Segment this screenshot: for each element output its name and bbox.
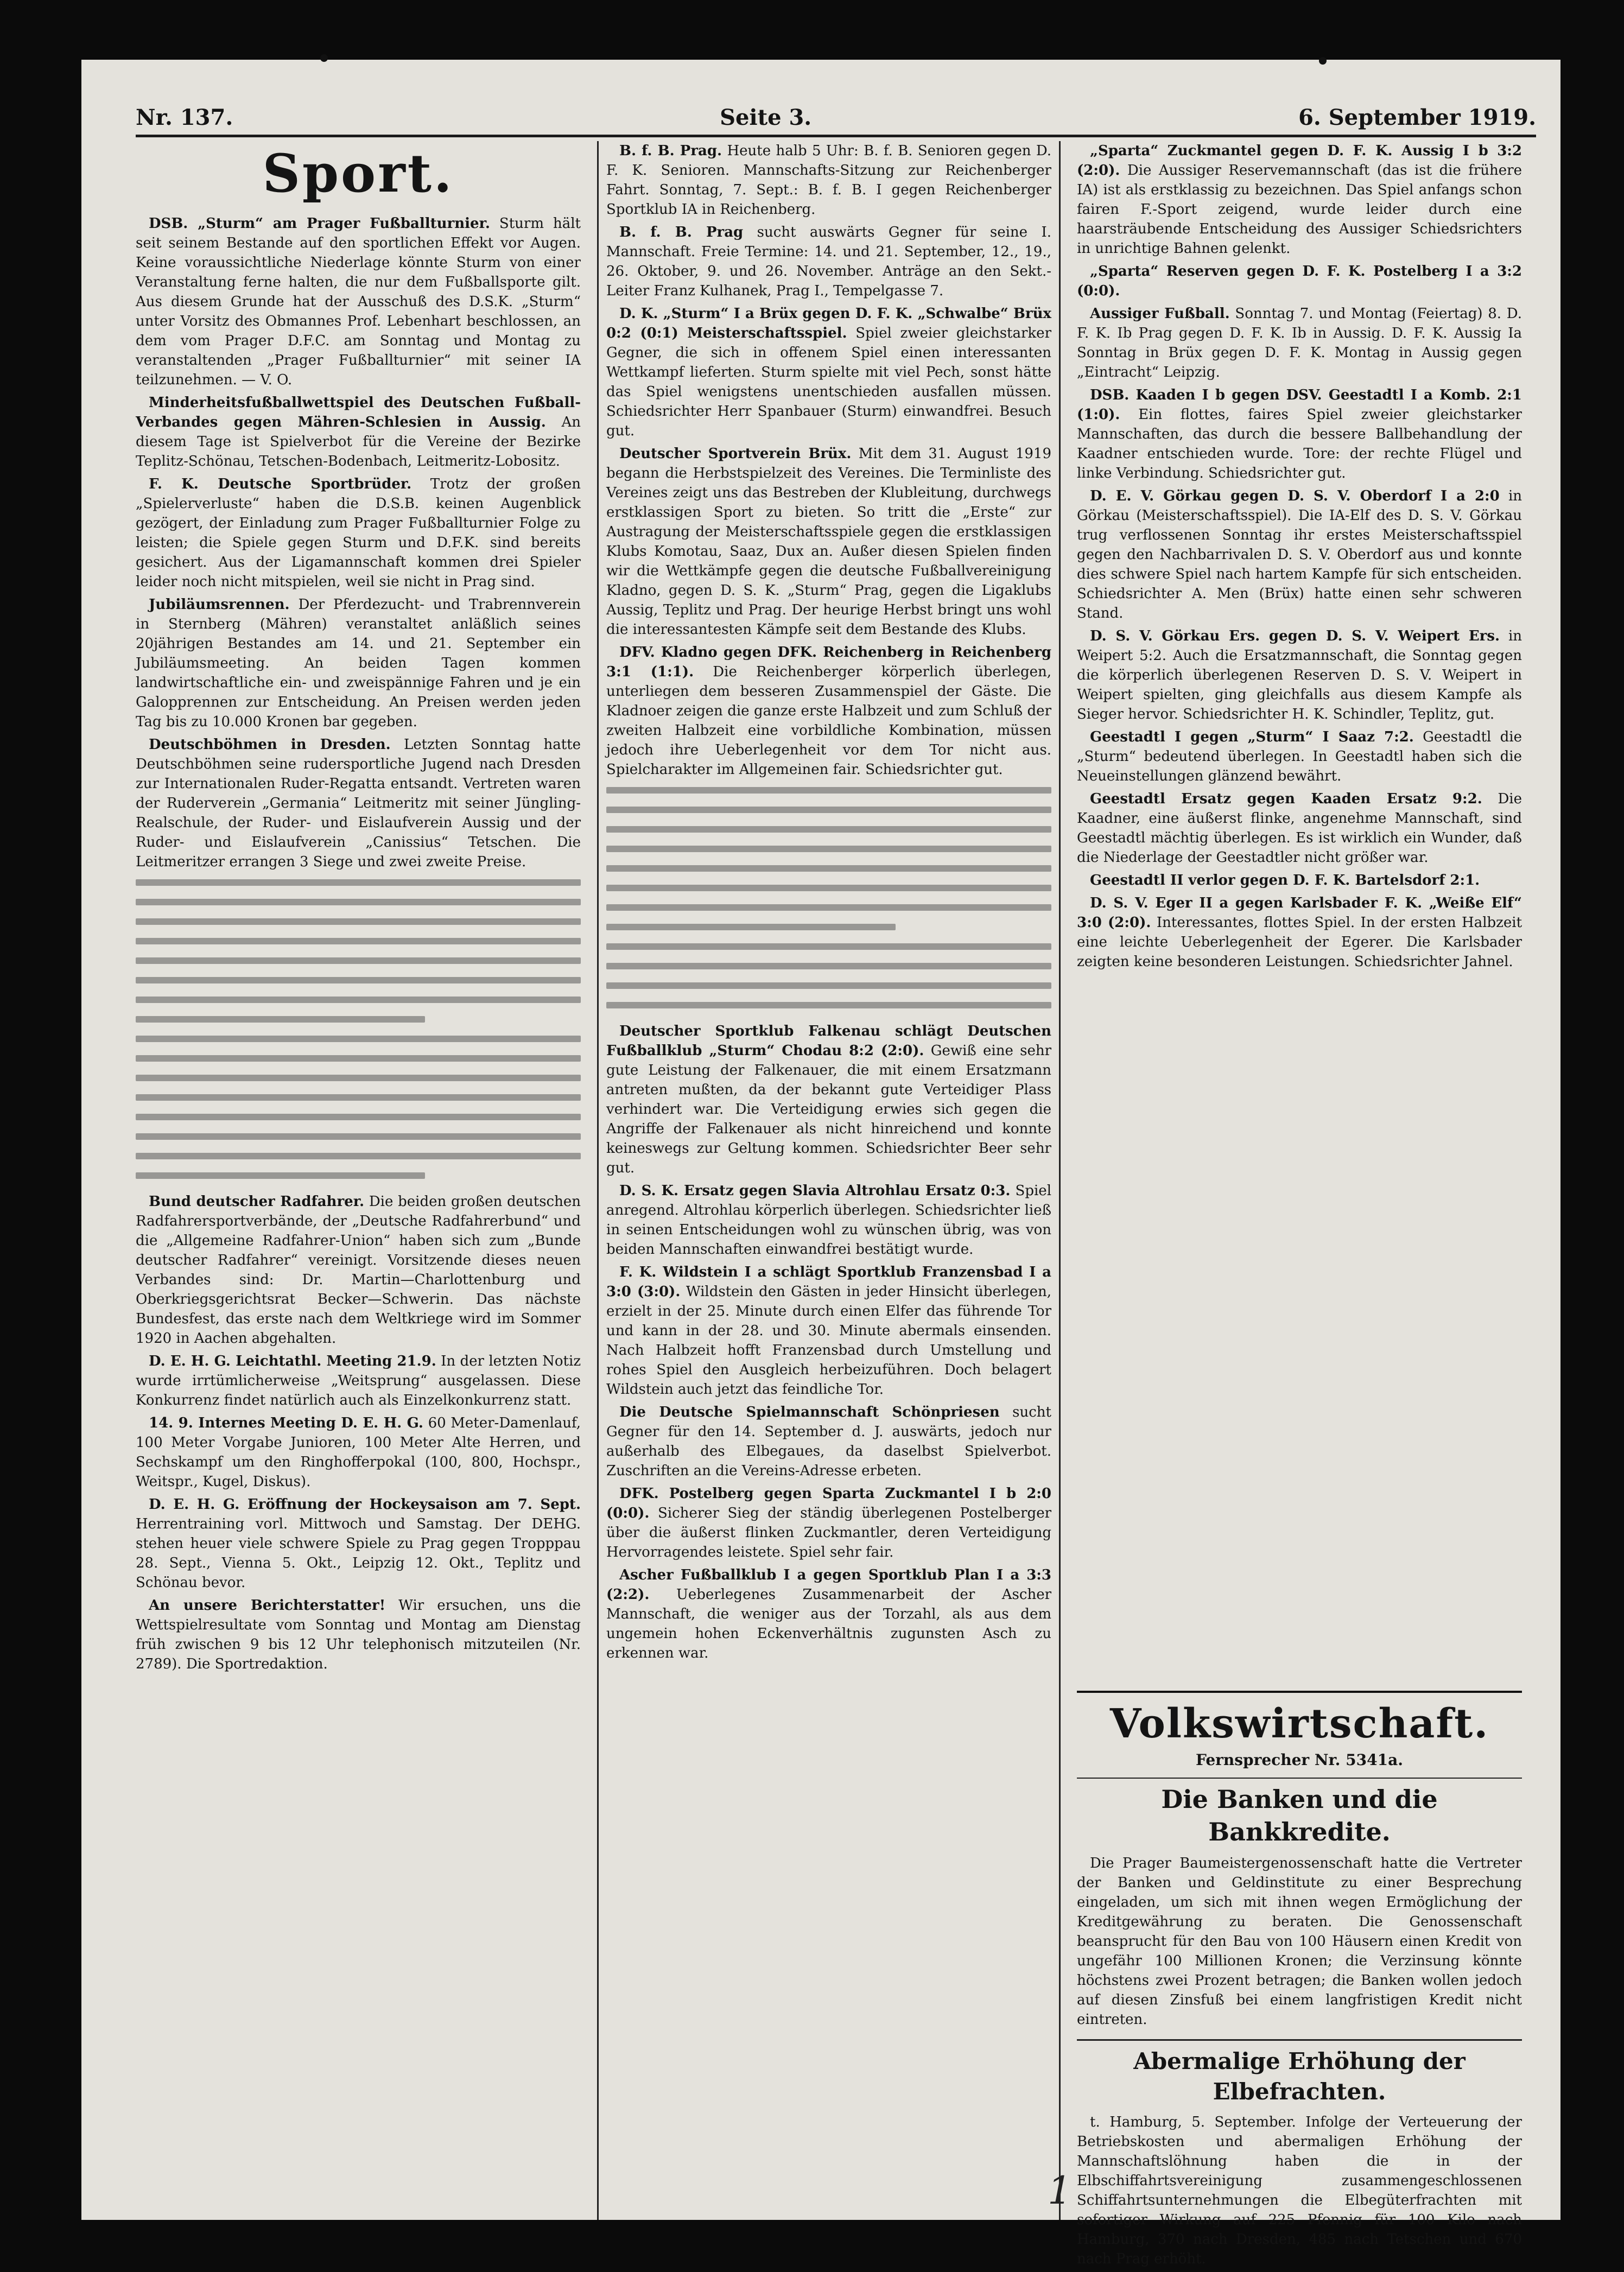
article-text: 60 Meter-Damenlauf, 100 Meter Vorgabe Junioren, 100 Meter Alte Herren, und Sechskampf um den Ringhofferpokal (100, 800, Hochspr., Weitspr., Kugel, Diskus). [136, 1415, 581, 1490]
article-text: Spiel zweier gleichstarker Gegner, die sich in offenem Spiel einen interessanten Wettkampf lieferten. Sturm spielte mit viel Pech, sonst hätte das Spiel wenigstens unentschieden ausfallen müssen. Schiedsrichter Herr Spanbauer (Sturm) einwandfrei. Besuch gut. [606, 325, 1051, 439]
text-lines-filler [136, 879, 581, 1179]
article [606, 223, 1051, 301]
article-text: sucht auswärts Gegner für seine I. Mannschaft. Freie Termine: 14. und 21. September, 12., 19., 26. Oktober, 9. und 26. November. Anträge an den Sekt.-Leiter Franz Kulhanek, Prag I., Tempelgasse 7. [606, 224, 1052, 299]
article-text: Herrentraining vorl. Mittwoch und Samstag. Der DEHG. stehen heuer viele schwere Spiele zu Prag gegen Tropppau 28. Sept., Vienna 5. Okt., Leipzig 12. Okt., Teplitz und Schönau bevor. [136, 1516, 581, 1591]
issue-date: 6. September 1919. [1298, 105, 1536, 130]
article [136, 595, 581, 732]
newspaper-page [81, 60, 1560, 2267]
article-text: in Görkau (Meisterschaftsspiel). Die IA-Elf des D. S. V. Görkau trug verflossenen Sonntag ihr erstes Meisterschaftsspiel gegen den Nachbarrivalen D. S. V. Oberdorf aus und konnte dies schwere Spiel nach hartem Kampfe für sich entscheiden. Schiedsrichter A. Men (Brüx) hatte einen sehr schweren Stand. [1077, 488, 1522, 621]
article-text: Die beiden großen deutschen Radfahrersportverbände, der „Deutsche Radfahrerbund“ und die „Allgemeine Radfahrer-Union“ haben sich zum „Bunde deutscher Radfahrer“ vereinigt. Vorsitzende dieses neuen Verbandes sind: Dr. Martin—Charlottenburg und Oberkriegsgerichtsrat Becker—Schwerin. Das nächste Bundesfest, das erste nach dem Weltkriege wird im Sommer 1920 in Aachen abgehalten. [136, 1194, 581, 1347]
article-text: Ueberlegenes Zusammenarbeit der Ascher Mannschaft, die weniger aus der Torzahl, als aus dem ungemein hohen Eckenverhältnis zugunsten Asch zu erkennen war. [606, 1586, 1052, 1661]
article-lead: 14. 9. Internes Meeting D. E. H. G. [149, 1415, 423, 1431]
article-text: Wildstein den Gästen in jeder Hinsicht überlegen, erzielt in der 25. Minute durch einen Elfer das führende Tor und kann in der 28. und 30. Minute abermals einsenden. Nach Halbzeit hofft Franzensbad durch Umstellung und rohes Spiel den Ausgleich herbeizuführen. Doch belagert Wildstein auch jetzt das feindliche Tor. [606, 1284, 1052, 1398]
section-title-economy: Volkswirtschaft. [1109, 1700, 1489, 1747]
article-text: Sicherer Sieg der ständig überlegenen Postelberger über die äußerst flinken Zuckmantler, deren Verteidigung Hervorragendes leistete. Spiel sehr fair. [606, 1505, 1052, 1560]
article-text: Heute halb 5 Uhr: B. f. B. Senioren gegen D. F. K. Senioren. Mannschafts-Sitzung zur Reichenberger Fahrt. Sonntag, 7. Sept.: B. f. B. I gegen Reichenberger Sportklub IA in Reichenberg. [606, 143, 1052, 218]
article [606, 304, 1051, 441]
article [136, 735, 581, 872]
article-text: sucht Gegner für den 14. September d. J. auswärts, jedoch nur außerhalb des Elbegaues, da daselbst Spielverbot. Zuschriften an die Vereins-Adresse erbeten. [606, 1404, 1051, 1479]
column-container [136, 141, 1536, 2267]
article [136, 1596, 581, 1674]
article [606, 1484, 1051, 1562]
article [1077, 486, 1522, 623]
column-sport-2 [597, 141, 1061, 2220]
article-lead: D. K. „Sturm“ I a Brüx gegen D. F. K. „Schwalbe“ Brüx 0:2 (0:1) Meisterschaftsspiel. [606, 306, 1051, 341]
article-lead: D. S. V. Eger II a gegen Karlsbader F. K. „Weiße Elf“ 3:0 (2:0). [1077, 895, 1522, 931]
article [1077, 262, 1522, 301]
section-title-sport: Sport. [262, 143, 454, 204]
article [606, 141, 1051, 219]
article [606, 1021, 1051, 1178]
economy-article-freight: t. Hamburg, 5. September. Infolge der Verteuerung der Betriebskosten und abermaligen Erhöhung der Mannschaftslöhnung haben die in der Elbschiffahrtsvereinigung zusammengeschlossenen Schiffahrtsunternehmungen die Elbegüterfrachten mit sofortiger Wirkung auf 225 Pfennig für 100 Kilo nach Hamburg, 370 nach Dresden, 485 nach Tetschen und 670 nach Prag erhöht. [1077, 2114, 1522, 2267]
article-lead: D. S. V. Görkau Ers. gegen D. S. V. Weipert Ers. [1090, 628, 1500, 644]
article-lead: Deutschböhmen in Dresden. [149, 737, 391, 753]
column-sport-economy [1077, 141, 1522, 2267]
article-lead: Minderheitsfußballwettspiel des Deutschen Fußball-Verbandes gegen Mähren-Schlesien in Aussig. [136, 395, 581, 430]
handwritten-mark: 1 [1048, 2168, 1072, 2213]
column-sport [136, 141, 581, 2220]
article-lead: Die Deutsche Spielmannschaft Schönpriesen [619, 1404, 1000, 1420]
article [606, 1181, 1051, 1259]
article-text: Trotz der großen „Spielerverluste“ haben die D.S.B. keinen Augenblick gezögert, der Einladung zum Prager Fußballturnier Folge zu leisten; die Spiele gegen Sturm und D.F.K. sind bereits gesichert. Aus der Ligamannschaft kommen drei Spieler leider noch nicht mitspielen, weil sie nicht in Prag sind. [136, 476, 581, 590]
article-lead: D. E. V. Görkau gegen D. S. V. Oberdorf I a 2:0 [1090, 488, 1500, 504]
article [606, 1262, 1051, 1399]
article-lead: Bund deutscher Radfahrer. [149, 1194, 365, 1210]
article [136, 1351, 581, 1410]
article-text: in Weipert 5:2. Auch die Ersatzmannschaft, die Sonntag gegen die körperlich überlegenen Reserven D. S. V. Weipert in Weipert spielten, ging gleichfalls aus diesem Kampfe als Sieger hervor. Schiedsrichter H. K. Schindler, Teplitz, gut. [1077, 628, 1522, 722]
article-lead: Jubiläumsrennen. [149, 596, 290, 613]
article [1077, 727, 1522, 786]
article [136, 1192, 581, 1348]
article-lead: DFV. Kladno gegen DFK. Reichenberg in Reichenberg 3:1 (1:1). [606, 644, 1051, 680]
article [606, 643, 1051, 779]
article-lead: DSB. Kaaden I b gegen DSV. Geestadtl I a Komb. 2:1 (1:0). [1077, 387, 1522, 423]
article [136, 214, 581, 390]
article-text: Spiel anregend. Altrohlau körperlich überlegen. Schiedsrichter ließ in seinen Entscheidungen wohl zu wünschen übrig, was von beiden Mannschaften einwandfrei bestätigt wurde. [606, 1183, 1052, 1258]
article-text: Gewiß eine sehr gute Leistung der Falkenauer, die mit einem Ersatzmann antreten mußten, da der bekannt gute Verteidiger Plass verhindert war. Die Verteidigung erwies sich gegen die Angriffe der Falkenauer als nicht hinreichend und konnte keineswegs zur Geltung kommen. Schiedsrichter Beer sehr gut. [606, 1043, 1052, 1176]
article-lead: D. E. H. G. Eröffnung der Hockeysaison am 7. Sept. [149, 1496, 581, 1513]
article-text: In der letzten Notiz wurde irrtümlicherweise „Weitsprung“ ausgelassen. Diese Konkurrenz findet natürlich auch als Einzelkonkurrenz statt. [136, 1353, 581, 1408]
article-text: Wir ersuchen, uns die Wettspielresultate vom Sonntag und Montag am Dienstag früh zwischen 9 bis 12 Uhr telephonisch mitzuteilen (Nr. 2789). Die Sportredaktion. [136, 1597, 581, 1672]
text-lines-filler [606, 787, 1051, 1008]
article-lead: An unsere Berichterstatter! [149, 1597, 386, 1614]
article-text: Die Reichenberger körperlich überlegen, unterliegen dem besseren Zusammenspiel der Gäste. Die Kladnoer zeigen die ganze erste Halbzeit und zum Schluß der zweiten Halbzeit eine vorbildliche Kombination, müssen jedoch ihre Ueberlegenheit vor dem Tor nicht aus. Spielcharakter im Allgemeinen fair. Schiedsrichter gut. [606, 664, 1052, 778]
article [606, 1402, 1051, 1481]
issue-number: Nr. 137. [136, 105, 233, 130]
article-lead: B. f. B. Prag. [619, 143, 722, 159]
economy-section [1077, 1691, 1522, 2272]
article-text: Die Aussiger Reservemannschaft (das ist die frühere IA) ist als erstklassig zu bezeichnen. Das Spiel anfangs schon fairen F.-Sport zeigend, wurde leider durch eine haarsträubende Entscheidung des Aussiger Schiedsrichters in unrichtige Bahnen gelenkt. [1077, 162, 1522, 257]
article [136, 1413, 581, 1492]
article [1077, 304, 1522, 382]
article [136, 1495, 581, 1592]
article-lead: Deutscher Sportklub Falkenau schlägt Deutschen Fußballklub „Sturm“ Chodau 8:2 (2:0). [606, 1023, 1051, 1059]
article-lead: Geestadtl II verlor gegen D. F. K. Bartelsdorf 2:1. [1090, 872, 1480, 889]
article [606, 1565, 1051, 1663]
article-text: Interessantes, flottes Spiel. In der ersten Halbzeit eine leichte Ueberlegenheit der Egerer. Die Karlsbader zeigten keine besonderen Leistungen. Schiedsrichter Jahnel. [1077, 915, 1522, 970]
article [1077, 871, 1522, 890]
economy-headline-freight: Abermalige Erhöhung der Elbefrachten. [1077, 2039, 1522, 2107]
article [606, 444, 1051, 639]
article-text: Mit dem 31. August 1919 begann die Herbstspielzeit des Vereines. Die Terminliste des Vereines zeigt uns das Bestreben der Klubleitung, durchwegs erstklassigen Sport zu bieten. So tritt die „Erste“ zur Austragung der Meisterschaftsspiele gegen die erstklassigen Klubs Komotau, Saaz, Dux an. Außer diesen Spielen finden wir die Wettkämpfe gegen die deutsche Fußballvereinigung Kladno, gegen D. S. K. „Sturm“ Prag, gegen die Ligaklubs Aussig, Teplitz und Prag. Der heurige Herbst bringt uns wohl die interessantesten Kämpfe seit dem Bestande des Klubs. [606, 446, 1051, 638]
article-lead: „Sparta“ Zuckmantel gegen D. F. K. Aussig I b 3:2 (2:0). [1077, 143, 1522, 179]
article-lead: Ascher Fußballklub I a gegen Sportklub Plan I a 3:3 (2:2). [606, 1567, 1051, 1603]
article-lead: Geestadtl Ersatz gegen Kaaden Ersatz 9:2. [1090, 791, 1482, 807]
article-lead: B. f. B. Prag [619, 224, 744, 240]
economy-article-banks: Die Prager Baumeistergenossenschaft hatte die Vertreter der Banken und Geldinstitute zu einer Besprechung eingeladen, um sich mit ihnen wegen Ermöglichung der Kreditgewährung zu beraten. Die Genossenschaft beansprucht für den Bau von 100 Häusern einen Kredit von ungefähr 100 Millionen Kronen; die Verzinsung könnte höchstens zwei Prozent betragen; die Banken wollen jedoch auf diesen Zinsfuß bei einem langfristigen Kredit nicht eintreten. [1077, 1855, 1522, 2028]
article-text: Ein flottes, faires Spiel zweier gleichstarker Mannschaften, das durch die bessere Ballbehandlung der Kaadner entschieden wurde. Tore: der rechte Flügel und linke Verbindung. Schiedsrichter gut. [1077, 407, 1522, 481]
article-lead: „Sparta“ Reserven gegen D. F. K. Postelberg I a 3:2 (0:0). [1077, 263, 1522, 299]
page-header [136, 92, 1536, 137]
article-lead: D. S. K. Ersatz gegen Slavia Altrohlau Ersatz 0:3. [619, 1183, 1011, 1199]
article [1077, 385, 1522, 483]
article-lead: Aussiger Fußball. [1090, 306, 1230, 322]
article-text: Geestadtl die „Sturm“ bedeutend überlegen. In Geestadtl haben sich die Neueinstellungen glänzend bewährt. [1077, 729, 1522, 784]
punch-hole-mark [1319, 57, 1327, 65]
article-lead: F. K. Wildstein I a schlägt Sportklub Franzensbad I a 3:0 (3:0). [606, 1264, 1051, 1300]
article [1077, 626, 1522, 724]
article-lead: D. E. H. G. Leichtathl. Meeting 21.9. [149, 1353, 436, 1369]
punch-hole-mark [320, 54, 328, 62]
article-lead: DFK. Postelberg gegen Sparta Zuckmantel I b 2:0 (0:0). [606, 1486, 1051, 1521]
article [1077, 141, 1522, 258]
article-text: Letzten Sonntag hatte Deutschböhmen seine rudersportliche Jugend nach Dresden zur Internationalen Ruder-Regatta entsandt. Vertreten waren der Ruderverein „Germania“ Leitmeritz mit seiner Jüngling-Realschule, der Ruder- und Eislaufverein Aussig und der Ruder- und Eislaufverein „Canissius“ Tetschen. Die Leitmeritzer errangen 3 Siege und zwei zweite Preise. [136, 737, 581, 870]
article-text: Sonntag 7. und Montag (Feiertag) 8. D. F. K. Ib Prag gegen D. F. K. Ib in Aussig. D. F. K. Aussig Ia Sonntag in Brüx gegen D. F. K. Montag in Aussig gegen „Eintracht“ Leipzig. [1077, 306, 1522, 380]
article [1077, 789, 1522, 867]
article-lead: F. K. Deutsche Sportbrüder. [149, 476, 412, 492]
article-text: Sturm hält seit seinem Bestande auf den sportlichen Effekt vor Augen. Keine voraussichtliche Niederlage könnte Sturm von einer Veranstaltung ferne halten, die nur dem Fußballsporte gilt. Aus diesem Grunde hat der Ausschuß des D.S.K. „Sturm“ unter Vorsitz des Obmannes Prof. Lebenhart beschlossen, an dem vom Prager D.F.C. am Sonntag und Montag zu veranstaltenden „Prager Fußballturnier“ mit seiner IA teilzunehmen. — V. O. [136, 215, 581, 388]
article-text: An diesem Tage ist Spielverbot für die Vereine der Bezirke Teplitz-Schönau, Tetschen-Bodenbach, Leitmeritz-Lobositz. [136, 414, 581, 469]
article [136, 393, 581, 471]
economy-headline-banks: Die Banken und die Bankkredite. [1077, 1778, 1522, 1848]
article [1077, 893, 1522, 972]
article-text: Der Pferdezucht- und Trabrennverein in Sternberg (Mähren) veranstaltet anläßlich seines 20jährigen Bestandes am 14. und 21. September ein Jubiläumsmeeting. An beiden Tagen kommen landwirtschaftliche ein- und zweispännige Fahren und je ein Galopprennen zur Entscheidung. An Preisen werden jeden Tag bis zu 10.000 Kronen bar gegeben. [136, 596, 581, 730]
article-lead: DSB. „Sturm“ am Prager Fußballturnier. [149, 215, 490, 232]
article-lead: Deutscher Sportverein Brüx. [619, 446, 852, 462]
article-text: Die Kaadner, eine äußerst flinke, angenehme Mannschaft, sind Geestadtl mächtig überlegen. Es ist wirklich ein Wunder, daß die Niederlage der Geestadtler nicht größer war. [1077, 791, 1522, 866]
article [136, 474, 581, 592]
economy-phone: Fernsprecher Nr. 5341a. [1196, 1751, 1403, 1769]
page-number: Seite 3. [720, 105, 812, 130]
article-lead: Geestadtl I gegen „Sturm“ I Saaz 7:2. [1090, 729, 1414, 745]
